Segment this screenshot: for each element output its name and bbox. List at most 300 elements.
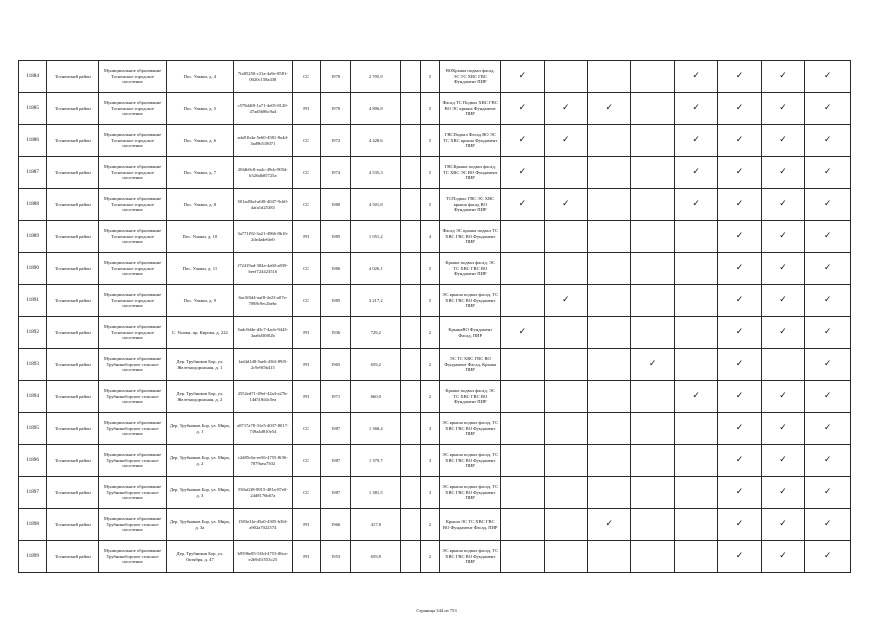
zone-cell: СС [292, 253, 320, 285]
check-cell-3 [588, 221, 631, 253]
record-number: 11899 [19, 541, 47, 573]
check-mark-icon: ✓ [692, 391, 700, 401]
check-cell-5 [674, 445, 717, 477]
check-cell-5 [674, 189, 717, 221]
district-cell: Тосненский район [47, 413, 99, 445]
check-cell-4 [631, 477, 674, 509]
check-mark-icon: ✓ [779, 327, 787, 337]
check-cell-3 [588, 509, 631, 541]
blank-cell [401, 509, 421, 541]
zone-cell: РО [292, 381, 320, 413]
table-row [19, 61, 851, 93]
municipality-cell: Муниципальное образование Тосненское городское поселение [99, 93, 166, 125]
blank-cell [401, 381, 421, 413]
check-cell-3 [588, 477, 631, 509]
address-cell: Пос. Ушаки, д. 6 [166, 125, 233, 157]
address-cell: Дер. Трубников Бор, ул. Железнодорожная, д. 2 [166, 381, 233, 413]
year-cell: 1987 [320, 445, 350, 477]
year-cell: 1985 [320, 285, 350, 317]
zone-cell: СС [292, 413, 320, 445]
address-cell: Пос. Ушаки, д. 9 [166, 285, 233, 317]
zone-cell: РО [292, 317, 320, 349]
check-cell-2 [544, 93, 587, 125]
blank-cell [401, 125, 421, 157]
check-mark-icon: ✓ [779, 167, 787, 177]
check-cell-4 [631, 253, 674, 285]
district-cell: Тосненский район [47, 509, 99, 541]
blank-cell [401, 445, 421, 477]
municipality-cell: Муниципальное образование Тосненское городское поселение [99, 253, 166, 285]
record-number: 11896 [19, 445, 47, 477]
check-mark-icon: ✓ [605, 103, 614, 113]
check-mark-icon: ✓ [823, 327, 832, 337]
check-cell-3 [588, 349, 631, 381]
blank-cell [401, 61, 421, 93]
municipality-cell: Муниципальное образование Трубникоборское сельское поселение [99, 445, 166, 477]
area-cell: 1 379,7 [351, 445, 401, 477]
check-cell-5 [674, 253, 717, 285]
check-cell-4 [631, 93, 674, 125]
check-cell-4 [631, 413, 674, 445]
blank-cell [401, 253, 421, 285]
check-cell-5 [674, 93, 717, 125]
count-cell: 5 [420, 93, 440, 125]
municipality-cell: Муниципальное образование Тосненское городское поселение [99, 317, 166, 349]
table-row [19, 221, 851, 253]
check-mark-icon: ✓ [692, 135, 700, 145]
check-cell-1 [501, 61, 544, 93]
check-cell-4 [631, 157, 674, 189]
works-list-cell: ТСПодвал ГВС ЭС ХВС крыша фасад ВО Фундамент ПИР [440, 189, 501, 221]
zone-cell: СС [292, 445, 320, 477]
check-cell-8 [805, 253, 851, 285]
table-row [19, 189, 851, 221]
check-cell-5 [674, 317, 717, 349]
check-cell-7 [761, 189, 804, 221]
area-cell: 2 705,9 [351, 61, 401, 93]
guid-cell: 1583e3fa-d5a0-4305-b36f-a902a7022574 [234, 509, 293, 541]
check-cell-4 [631, 61, 674, 93]
check-cell-7 [761, 445, 804, 477]
check-mark-icon: ✓ [735, 391, 744, 401]
check-cell-8 [805, 509, 851, 541]
area-cell: 659,8 [351, 541, 401, 573]
guid-cell: a8717a78-31e5-4037-8017-739a4d810e54 [234, 413, 293, 445]
check-cell-6 [718, 253, 761, 285]
check-cell-4 [631, 125, 674, 157]
check-cell-3 [588, 413, 631, 445]
year-cell: 1986 [320, 253, 350, 285]
check-cell-4 [631, 509, 674, 541]
area-cell: 3 217,2 [351, 285, 401, 317]
check-mark-icon: ✓ [779, 103, 787, 113]
municipality-cell: Муниципальное образование Тосненское городское поселение [99, 221, 166, 253]
check-cell-5 [674, 157, 717, 189]
check-cell-8 [805, 445, 851, 477]
check-cell-4 [631, 541, 674, 573]
area-cell: 4 428,6 [351, 125, 401, 157]
check-cell-8 [805, 477, 851, 509]
year-cell: 1974 [320, 157, 350, 189]
district-cell: Тосненский район [47, 189, 99, 221]
year-cell: 1970 [320, 61, 350, 93]
check-cell-6 [718, 541, 761, 573]
housing-registry-table [18, 60, 851, 573]
table-row [19, 349, 851, 381]
record-number: 11889 [19, 221, 47, 253]
check-cell-7 [761, 509, 804, 541]
area-cell: 1 051,2 [351, 221, 401, 253]
check-cell-1 [501, 541, 544, 573]
zone-cell: РО [292, 349, 320, 381]
works-list-cell: ЭС ТС ХВС ГВС ВО Фундамент Фасад, Крыша ПИР [440, 349, 501, 381]
table-row [19, 317, 851, 349]
check-cell-6 [718, 349, 761, 381]
check-cell-6 [718, 189, 761, 221]
check-cell-8 [805, 189, 851, 221]
zone-cell: РО [292, 93, 320, 125]
count-cell: 4 [420, 221, 440, 253]
record-number: 11894 [19, 381, 47, 413]
check-cell-7 [761, 253, 804, 285]
check-cell-5 [674, 509, 717, 541]
district-cell: Тосненский район [47, 381, 99, 413]
check-cell-5 [674, 413, 717, 445]
check-cell-4 [631, 285, 674, 317]
check-cell-3 [588, 157, 631, 189]
check-cell-1 [501, 285, 544, 317]
check-mark-icon: ✓ [779, 295, 787, 305]
blank-cell [401, 349, 421, 381]
guid-cell: 3a771f92-3a21-4966-8b16-2de4ade6fe0 [234, 221, 293, 253]
check-mark-icon: ✓ [823, 231, 832, 241]
check-cell-7 [761, 381, 804, 413]
check-mark-icon: ✓ [779, 231, 787, 241]
check-mark-icon: ✓ [735, 423, 744, 433]
check-cell-3 [588, 61, 631, 93]
address-cell: Дер. Трубников Бор, ул. Мира, д. 2 [166, 445, 233, 477]
municipality-cell: Муниципальное образование Тосненское городское поселение [99, 285, 166, 317]
check-mark-icon: ✓ [735, 167, 744, 177]
blank-cell [401, 413, 421, 445]
guid-cell: 550af2f8-8915-481a-87e0-24d8176b67a [234, 477, 293, 509]
count-cell: 3 [420, 413, 440, 445]
check-mark-icon: ✓ [823, 423, 832, 433]
works-list-cell: ЭС крыша подвал фасад, ТС ХВС ГВС ВО Фундамент ПИР [440, 413, 501, 445]
area-cell: 4 501,8 [351, 189, 401, 221]
check-mark-icon: ✓ [735, 199, 744, 209]
check-cell-6 [718, 221, 761, 253]
check-cell-1 [501, 477, 544, 509]
check-cell-6 [718, 317, 761, 349]
municipality-cell: Муниципальное образование Тосненское городское поселение [99, 157, 166, 189]
record-number: 11893 [19, 349, 47, 381]
check-cell-3 [588, 253, 631, 285]
works-list-cell: ГВСКрыша подвал фасад, ТС ХВС ЭС ВО Фундамент ПИР [440, 157, 501, 189]
check-mark-icon: ✓ [735, 135, 744, 145]
works-list-cell: ГВСПодвал Фасад ВО ЭС ТС ХВС крыша Фундамент ПИР [440, 125, 501, 157]
check-mark-icon: ✓ [823, 455, 832, 465]
check-mark-icon: ✓ [518, 167, 527, 177]
district-cell: Тосненский район [47, 477, 99, 509]
check-mark-icon: ✓ [648, 359, 657, 369]
zone-cell: РО [292, 221, 320, 253]
check-mark-icon: ✓ [692, 71, 700, 81]
check-cell-5 [674, 61, 717, 93]
check-cell-2 [544, 445, 587, 477]
record-number: 11888 [19, 189, 47, 221]
check-cell-2 [544, 477, 587, 509]
check-cell-4 [631, 317, 674, 349]
check-mark-icon: ✓ [562, 295, 570, 305]
works-list-cell: ЭС крыша подвал фасад, ТС ХВС ГВС ВО Фундамент ПИР [440, 541, 501, 573]
count-cell: 5 [420, 189, 440, 221]
check-mark-icon: ✓ [562, 103, 570, 113]
check-cell-3 [588, 317, 631, 349]
check-cell-1 [501, 93, 544, 125]
check-cell-4 [631, 445, 674, 477]
check-cell-5 [674, 477, 717, 509]
check-mark-icon: ✓ [823, 103, 832, 113]
check-cell-2 [544, 61, 587, 93]
year-cell: 1953 [320, 541, 350, 573]
check-cell-7 [761, 157, 804, 189]
check-cell-4 [631, 189, 674, 221]
district-cell: Тосненский район [47, 285, 99, 317]
check-cell-2 [544, 413, 587, 445]
count-cell: 2 [420, 349, 440, 381]
table-row [19, 93, 851, 125]
zone-cell: СС [292, 189, 320, 221]
check-mark-icon: ✓ [735, 519, 744, 529]
check-cell-7 [761, 93, 804, 125]
check-cell-8 [805, 61, 851, 93]
check-cell-8 [805, 541, 851, 573]
year-cell: 1985 [320, 221, 350, 253]
check-cell-6 [718, 125, 761, 157]
check-cell-3 [588, 189, 631, 221]
works-list-cell: Крыша подвал фасад, ЭС ТС ХВС ГВС ВО Фундамент ПИР [440, 253, 501, 285]
address-cell: Пос. Ушаки, д. 4 [166, 61, 233, 93]
check-mark-icon: ✓ [735, 487, 744, 497]
count-cell: 5 [420, 285, 440, 317]
record-number: 11885 [19, 93, 47, 125]
guid-cell: 501ad5bd-a6f8-4047-9cb0-4afa1d25383 [234, 189, 293, 221]
blank-cell [401, 285, 421, 317]
works-list-cell: ЭС крыша подвал фасад, ТС ХВС ГВС ВО Фундамент ПИР [440, 477, 501, 509]
check-cell-1 [501, 413, 544, 445]
address-cell: Дер. Трубников Бор, ул. Железнодорожная, д. 1 [166, 349, 233, 381]
check-cell-2 [544, 221, 587, 253]
check-cell-2 [544, 125, 587, 157]
municipality-cell: Муниципальное образование Трубникоборское сельское поселение [99, 381, 166, 413]
check-cell-1 [501, 221, 544, 253]
check-cell-2 [544, 317, 587, 349]
table-row [19, 541, 851, 573]
check-mark-icon: ✓ [605, 519, 614, 529]
check-mark-icon: ✓ [823, 487, 832, 497]
check-mark-icon: ✓ [735, 551, 744, 561]
area-cell: 1 381,5 [351, 477, 401, 509]
check-mark-icon: ✓ [735, 455, 744, 465]
check-cell-3 [588, 445, 631, 477]
check-cell-7 [761, 61, 804, 93]
area-cell: 4 026,1 [351, 253, 401, 285]
table-row [19, 413, 851, 445]
check-cell-1 [501, 253, 544, 285]
works-list-cell: Крыша ЭС ТС ХВС ГВС ВО Фундамент Фасад, ПИР [440, 509, 501, 541]
address-cell: Дер. Трубников Бор, ул. Мира, д. 3а [166, 509, 233, 541]
works-list-cell: ЭС крыша подвал фасад, ТС ХВС ГВС ВО Фундамент ПИР [440, 285, 501, 317]
check-mark-icon: ✓ [735, 263, 744, 273]
district-cell: Тосненский район [47, 157, 99, 189]
check-mark-icon: ✓ [692, 199, 700, 209]
check-cell-8 [805, 221, 851, 253]
check-mark-icon: ✓ [735, 295, 744, 305]
check-cell-2 [544, 253, 587, 285]
address-cell: Дер. Трубников Бор, ул. Мира, д. 1 [166, 413, 233, 445]
zone-cell: РО [292, 541, 320, 573]
count-cell: 2 [420, 509, 440, 541]
check-cell-6 [718, 93, 761, 125]
check-cell-3 [588, 285, 631, 317]
check-cell-7 [761, 541, 804, 573]
check-cell-8 [805, 381, 851, 413]
check-cell-6 [718, 477, 761, 509]
check-cell-2 [544, 509, 587, 541]
works-list-cell: Фасад ТС Подвал ХВС ГВС ВО ЭС крыша Фундамент ПИР [440, 93, 501, 125]
check-mark-icon: ✓ [518, 71, 527, 81]
check-cell-6 [718, 157, 761, 189]
address-cell: Дер. Трубников Бор, ул. Мира, д. 3 [166, 477, 233, 509]
check-cell-1 [501, 349, 544, 381]
check-mark-icon: ✓ [823, 359, 832, 369]
check-mark-icon: ✓ [735, 231, 744, 241]
year-cell: 1980 [320, 189, 350, 221]
check-mark-icon: ✓ [735, 71, 744, 81]
year-cell: 1972 [320, 125, 350, 157]
blank-cell [401, 93, 421, 125]
check-cell-8 [805, 317, 851, 349]
address-cell: Пос. Ушаки, д. 5 [166, 93, 233, 125]
check-cell-5 [674, 349, 717, 381]
record-number: 11898 [19, 509, 47, 541]
record-number: 11897 [19, 477, 47, 509]
district-cell: Тосненский район [47, 317, 99, 349]
check-mark-icon: ✓ [779, 519, 787, 529]
check-mark-icon: ✓ [823, 551, 832, 561]
address-cell: Пос. Ушаки, д. 11 [166, 253, 233, 285]
count-cell: 5 [420, 253, 440, 285]
municipality-cell: Муниципальное образование Трубникоборское сельское поселение [99, 349, 166, 381]
check-cell-8 [805, 157, 851, 189]
record-number: 11886 [19, 125, 47, 157]
check-mark-icon: ✓ [562, 199, 570, 209]
check-cell-7 [761, 349, 804, 381]
year-cell: 1971 [320, 381, 350, 413]
guid-cell: f72419ad-384a-4a60-a839-beef724423516 [234, 253, 293, 285]
count-cell: 3 [420, 445, 440, 477]
check-cell-6 [718, 381, 761, 413]
check-mark-icon: ✓ [779, 455, 787, 465]
check-mark-icon: ✓ [692, 167, 700, 177]
district-cell: Тосненский район [47, 445, 99, 477]
check-cell-1 [501, 157, 544, 189]
works-list-cell: ВОКрыша подвал фасад, ЭС ТС ХВС ГВС Фундамент ПИР [440, 61, 501, 93]
check-mark-icon: ✓ [779, 391, 787, 401]
check-mark-icon: ✓ [823, 199, 832, 209]
guid-cell: c578d4f8-1a71-4e05-8120-47ad5b86c9a4 [234, 93, 293, 125]
zone-cell: СС [292, 285, 320, 317]
check-cell-5 [674, 381, 717, 413]
check-cell-1 [501, 189, 544, 221]
count-cell: 3 [420, 477, 440, 509]
check-cell-4 [631, 349, 674, 381]
check-mark-icon: ✓ [779, 423, 787, 433]
check-mark-icon: ✓ [823, 71, 832, 81]
check-mark-icon: ✓ [518, 103, 527, 113]
check-cell-6 [718, 509, 761, 541]
check-mark-icon: ✓ [823, 167, 832, 177]
record-number: 11891 [19, 285, 47, 317]
municipality-cell: Муниципальное образование Тосненское городское поселение [99, 189, 166, 221]
district-cell: Тосненский район [47, 221, 99, 253]
guid-cell: 20fdb9c8-ea4c-49cb-905d-b526db85725a [234, 157, 293, 189]
check-cell-2 [544, 157, 587, 189]
works-list-cell: КрышаВО Фундамент Фасад, ПИР [440, 317, 501, 349]
check-mark-icon: ✓ [779, 135, 787, 145]
check-mark-icon: ✓ [518, 199, 527, 209]
area-cell: 729,2 [351, 317, 401, 349]
blank-cell [401, 477, 421, 509]
check-cell-5 [674, 285, 717, 317]
district-cell: Тосненский район [47, 349, 99, 381]
check-cell-3 [588, 541, 631, 573]
check-cell-1 [501, 317, 544, 349]
table-row [19, 381, 851, 413]
blank-cell [401, 189, 421, 221]
municipality-cell: Муниципальное образование Тосненское городское поселение [99, 61, 166, 93]
blank-cell [401, 541, 421, 573]
guid-cell: 2552ed71-49ef-42a4-a27b-14d518d4c5ea [234, 381, 293, 413]
count-cell: 2 [420, 541, 440, 573]
check-cell-5 [674, 125, 717, 157]
check-cell-2 [544, 349, 587, 381]
blank-cell [401, 317, 421, 349]
check-cell-8 [805, 125, 851, 157]
year-cell: 1936 [320, 317, 350, 349]
check-mark-icon: ✓ [562, 135, 570, 145]
table-row [19, 477, 851, 509]
check-cell-5 [674, 221, 717, 253]
guid-cell: c2d85c6a-ee56-4755-8f36-7079aea7502 [234, 445, 293, 477]
address-cell: Дер. Трубников Бор, ул. Октября, д. 47 [166, 541, 233, 573]
check-cell-1 [501, 381, 544, 413]
count-cell: 5 [420, 61, 440, 93]
year-cell: 1987 [320, 413, 350, 445]
check-mark-icon: ✓ [518, 327, 527, 337]
year-cell: 1966 [320, 509, 350, 541]
check-cell-7 [761, 477, 804, 509]
area-cell: 660,0 [351, 381, 401, 413]
check-cell-6 [718, 61, 761, 93]
address-cell: Пос. Ушаки, д. 10 [166, 221, 233, 253]
municipality-cell: Муниципальное образование Трубникоборское сельское поселение [99, 541, 166, 573]
check-cell-1 [501, 445, 544, 477]
count-cell: 2 [420, 381, 440, 413]
table-row [19, 445, 851, 477]
municipality-cell: Муниципальное образование Тосненское городское поселение [99, 125, 166, 157]
